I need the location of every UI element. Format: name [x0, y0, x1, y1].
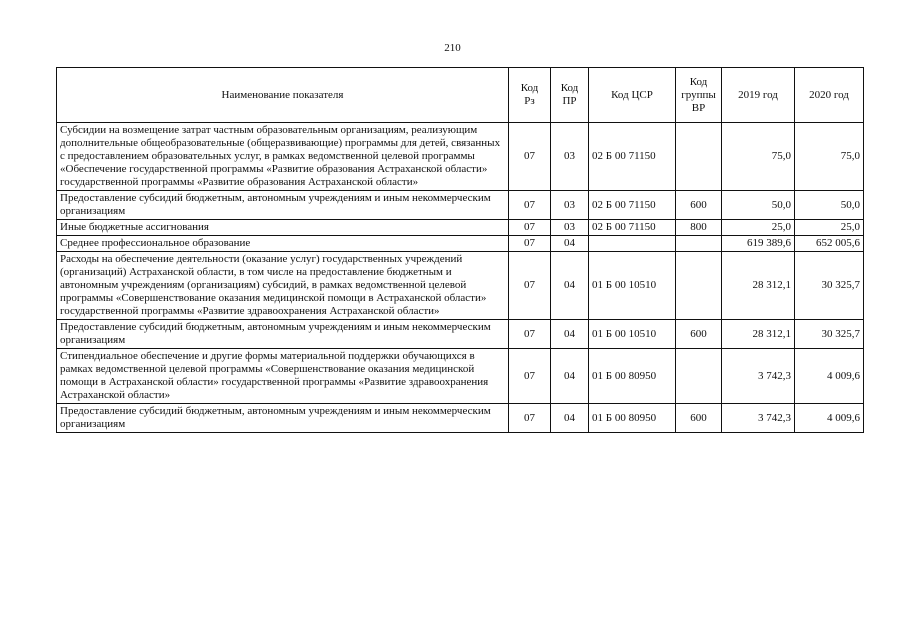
row-vr [676, 236, 722, 252]
row-vr: 600 [676, 191, 722, 220]
row-name: Иные бюджетные ассигнования [57, 220, 509, 236]
row-rz: 07 [509, 320, 551, 349]
page-number: 210 [444, 42, 461, 54]
row-csr: 02 Б 00 71150 [589, 123, 676, 191]
row-2019: 619 389,6 [722, 236, 795, 252]
header-vr [676, 68, 722, 123]
row-2020: 4 009,6 [795, 404, 864, 433]
header-csr: Код ЦСР [589, 68, 676, 123]
row-rz: 07 [509, 252, 551, 320]
row-pr: 03 [551, 220, 589, 236]
row-vr: 600 [676, 404, 722, 433]
header-pr [551, 68, 589, 123]
table-row [57, 191, 864, 220]
header-pr-line2: ПР [562, 95, 577, 107]
header-pr-line1: Код [560, 82, 579, 94]
row-2019: 28 312,1 [722, 252, 795, 320]
row-2020: 30 325,7 [795, 320, 864, 349]
row-2020: 25,0 [795, 220, 864, 236]
row-pr: 04 [551, 252, 589, 320]
row-2019: 25,0 [722, 220, 795, 236]
row-vr [676, 349, 722, 404]
header-2019: 2019 год [722, 68, 795, 123]
row-vr [676, 252, 722, 320]
row-name: Среднее профессиональное образование [57, 236, 509, 252]
row-rz: 07 [509, 220, 551, 236]
row-vr: 800 [676, 220, 722, 236]
row-rz: 07 [509, 404, 551, 433]
row-name: Предоставление субсидий бюджетным, автономным учреждениям и иным некоммерческим организациям [57, 404, 509, 433]
row-csr: 01 Б 00 80950 [589, 404, 676, 433]
table-row [57, 404, 864, 433]
row-2019: 75,0 [722, 123, 795, 191]
row-name: Стипендиальное обеспечение и другие формы материальной поддержки обучающихся в рамках ведомственной целевой программы «Совершенствование оказания медицинской помощи в Астраханской области» государственной программы «Развитие здравоохранения Астраханской области» [57, 349, 509, 404]
budget-table [56, 67, 864, 433]
table-row [57, 220, 864, 236]
row-csr: 01 Б 00 80950 [589, 349, 676, 404]
header-2020: 2020 год [795, 68, 864, 123]
header-vr-line1: Код [689, 75, 708, 88]
header-rz-line1: Код [520, 82, 539, 94]
row-2020: 652 005,6 [795, 236, 864, 252]
row-rz: 07 [509, 349, 551, 404]
row-csr [589, 236, 676, 252]
table-row [57, 123, 864, 191]
row-vr [676, 123, 722, 191]
row-csr: 01 Б 00 10510 [589, 320, 676, 349]
row-2020: 4 009,6 [795, 349, 864, 404]
header-vr-line3: ВР [691, 101, 706, 114]
row-pr: 04 [551, 349, 589, 404]
row-rz: 07 [509, 191, 551, 220]
row-2020: 50,0 [795, 191, 864, 220]
row-csr: 01 Б 00 10510 [589, 252, 676, 320]
table-row [57, 236, 864, 252]
header-vr-line2: группы [681, 88, 716, 101]
row-name: Субсидии на возмещение затрат частным образовательным организациям, реализующим дополнительные общеобразовательные (общеразвивающие) программы для детей, связанных с предоставлением образовательных услуг, в рамках ведомственной целевой программы «Обеспечение государственной программы «Развитие образования Астраханской области» государственной программы «Развитие образования Астраханской области» [57, 123, 509, 191]
row-2019: 50,0 [722, 191, 795, 220]
table-row [57, 349, 864, 404]
row-name: Предоставление субсидий бюджетным, автономным учреждениям и иным некоммерческим организациям [57, 320, 509, 349]
row-pr: 03 [551, 123, 589, 191]
row-vr: 600 [676, 320, 722, 349]
header-rz-line2: Рз [524, 95, 535, 107]
table-header-row [57, 68, 864, 123]
table-row [57, 252, 864, 320]
row-2020: 75,0 [795, 123, 864, 191]
row-2020: 30 325,7 [795, 252, 864, 320]
row-2019: 28 312,1 [722, 320, 795, 349]
row-rz: 07 [509, 236, 551, 252]
header-rz [509, 68, 551, 123]
row-pr: 03 [551, 191, 589, 220]
row-pr: 04 [551, 404, 589, 433]
row-pr: 04 [551, 236, 589, 252]
header-name: Наименование показателя [57, 68, 509, 123]
row-name: Расходы на обеспечение деятельности (оказание услуг) государственных учреждений (организаций) Астраханской области, в том числе на предоставление бюджетным и автономным учреждениям (организациям) субсидий, в рамках ведомственной целевой программы «Совершенствование оказания медицинской помощи в Астраханской области» государственной программы «Развитие здравоохранения Астраханской области» [57, 252, 509, 320]
row-2019: 3 742,3 [722, 404, 795, 433]
row-pr: 04 [551, 320, 589, 349]
row-csr: 02 Б 00 71150 [589, 191, 676, 220]
table-row [57, 320, 864, 349]
row-rz: 07 [509, 123, 551, 191]
row-csr: 02 Б 00 71150 [589, 220, 676, 236]
row-2019: 3 742,3 [722, 349, 795, 404]
row-name: Предоставление субсидий бюджетным, автономным учреждениям и иным некоммерческим организациям [57, 191, 509, 220]
